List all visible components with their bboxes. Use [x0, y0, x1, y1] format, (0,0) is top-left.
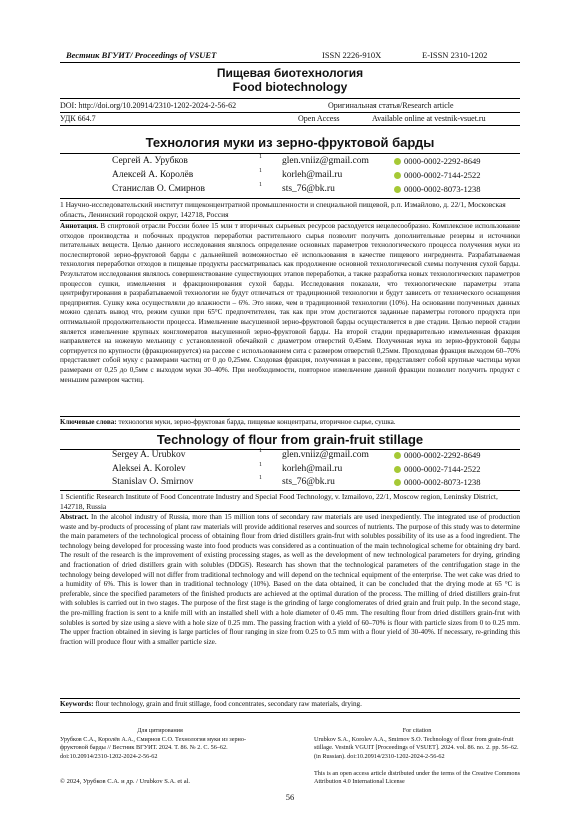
- author-row: [60, 184, 520, 197]
- author-sup: 1: [259, 462, 262, 468]
- author-name: Алексей А. Королёв: [112, 170, 194, 180]
- meta-bottom-divider: [60, 125, 520, 126]
- available-online[interactable]: Available online at vestnik-vsuet.ru: [372, 114, 486, 123]
- abstract-en-divider: [60, 698, 520, 699]
- doi-link[interactable]: DOI: http://doi.org/10.20914/2310-1202-2024-2-56-62: [60, 101, 237, 110]
- orcid-link[interactable]: 0000-0002-7144-2522: [394, 170, 481, 180]
- author-email[interactable]: sts_76@bk.ru: [282, 477, 335, 487]
- meta-divider: [60, 112, 520, 113]
- license-note: This is an open access article distributed under the terms of the Creative Commons Attribution 4.0 International License: [314, 770, 520, 785]
- abstract-ru-text: В спиртовой отрасли России более 15 млн т вторичных сырьевых ресурсов расходуется нецелесообразно. Комплексное использование отходов производства и побочных продуктов переработки растительного сырья позволит получить дополнительные резервы и источники питательных веществ. Целью данного исследования являлось определение основных параметров технологического процесса получения муки из послеспиртовой зерно-фруктовой барды с дальнейшей возможностью её использования в качестве пищевого ингредиента. Разрабатываемая технология переработки отходов в пищевые продукты рассматривалась как продолжение основной технологической схемы получения сухой барды. Результатом исследования являлось совершенствование существующих этапов переработки, а также разработка новых технологических параметров процессов сушки, измельчения и фракционирования сухой барды. Исследования показали, что технологические параметры этапа центрифугирования в разрабатываемой технологии не будут отличаться от традиционной технологии и будут зависеть от технического оснащения предприятия. Сушку кека осуществляли до влажности – 6%. Это ниже, чем в традиционной технологии (10%). На основании полученных данных можно сделать вывод что, режим сушки при 65°С предпочтителен, так как при этом достигаются заданные параметры готового продукта при оптимальной продолжительности процесса. Измельчение высушенной зерно-фруктовой барды осуществляется в две стадии. Целью первой стадии является измельчение крупных конгломератов высушенной зерно-фруктовой барды. На второй стадии предварительно измельченная фракция направляется на ножевую мельницу с установленной обечайкой с диаметром отверстий 0,45мм. Полученная мука из зерно-фруктовой барды сортируется по крупности (фракционируется) на рассеве с использованием сита с размером отверстий 0,25мм. Проходовая фракция выходом 60–70% представляет собой муку с размерами частиц от 0 до 0,25мм. Сходовая фракция, полученная в рассеве, представляет собой крупные частицы муки размерами от 0,25 до 0,5мм с выходом муки 30–40%. При необходимости, повторное измельчение данной фракции позволит получить продукт с меньшим размером частиц.: [60, 222, 520, 384]
- authors-en-divider: [60, 490, 520, 491]
- keywords-ru: [60, 418, 520, 428]
- issn: ISSN 2226-910X: [322, 50, 382, 60]
- affiliation-ru-divider: [60, 220, 520, 221]
- author-name: Stanislav O. Smirnov: [112, 477, 194, 487]
- keywords-en-text: flour technology, grain and fruit stillage, food concentrates, secondary raw materials, drying.: [95, 700, 362, 708]
- author-email[interactable]: glen.vniiz@gmail.com: [282, 156, 369, 166]
- page-number: 56: [285, 792, 295, 802]
- keywords-en: [60, 700, 520, 710]
- abstract-ru-label: Аннотация.: [60, 222, 99, 230]
- keywords-ru-label: Ключевые слова:: [60, 418, 117, 426]
- rubric: [60, 66, 520, 94]
- author-row: [60, 477, 520, 490]
- eissn: E-ISSN 2310-1202: [422, 50, 488, 60]
- affiliation-en-divider: [60, 511, 520, 512]
- authors-ru-divider: [60, 198, 520, 199]
- author-sup: 1: [259, 448, 262, 454]
- author-email[interactable]: korleh@mail.ru: [282, 170, 343, 180]
- author-email[interactable]: sts_76@bk.ru: [282, 184, 335, 194]
- article-type: Оригинальная статья/Research article: [328, 101, 454, 110]
- affiliation-en: 1 Scientific Research Institute of Food Concentrate Industry and Special Food Technology, v. Izmailovo, 22/1, Moscow region, Leninsky District, 142718, Russia: [60, 492, 498, 511]
- abstract-en-label: Abstract.: [60, 513, 89, 521]
- orcid-link[interactable]: 0000-0002-8073-1238: [394, 477, 481, 487]
- header-divider: [60, 62, 520, 63]
- author-sup: 1: [259, 154, 262, 160]
- author-row: [60, 464, 520, 477]
- citation-ru-text: Урубков С.А., Королёв А.А., Смирнов С.О. Технология муки из зерно-фруктовой барды // Вестник ВГУИТ. 2024. Т. 86. № 2. С. 56–62. doi:10.20914/2310-1202-2024-2-56-62: [60, 735, 247, 760]
- abstract-en: [60, 513, 520, 647]
- orcid-icon: [394, 479, 401, 486]
- citation-en: [314, 727, 520, 761]
- orcid-link[interactable]: 0000-0002-8073-1238: [394, 184, 481, 194]
- keywords-en-divider: [60, 712, 520, 713]
- rubric-divider: [60, 98, 520, 99]
- author-sup: 1: [259, 475, 262, 481]
- orcid-icon: [394, 186, 401, 193]
- author-name: Sergey A. Urubkov: [112, 450, 186, 460]
- keywords-ru-divider: [60, 429, 520, 430]
- citation-en-head: For citation: [402, 727, 432, 734]
- author-sup: 1: [259, 182, 262, 188]
- author-email[interactable]: korleh@mail.ru: [282, 464, 343, 474]
- citation-en-text: Urubkov S.A., Korolev A.A., Smirnov S.O. Technology of flour from grain-fruit stillage. Vestnik VGUIT [Proceedings of VSUET]. 2024. vol. 86. no. 2. pp. 56–62. (in Russian). doi:10.20914/2310-1202-2024-2-56-62: [314, 735, 519, 760]
- udk: УДК 664.7: [60, 114, 96, 123]
- author-row: [60, 156, 520, 169]
- title-ru-divider: [60, 153, 520, 154]
- copyright: © 2024, Урубков С.А. и др. / Urubkov S.A. et al.: [60, 778, 191, 785]
- open-access: Open Access: [298, 114, 340, 123]
- rubric-ru: Пищевая биотехнология: [216, 66, 364, 80]
- author-row: [60, 170, 520, 183]
- orcid-icon: [394, 466, 401, 473]
- citation-ru-head: Для цитирования: [137, 727, 183, 734]
- orcid-link[interactable]: 0000-0002-2292-8649: [394, 156, 481, 166]
- citation-ru: [60, 727, 260, 761]
- abstract-ru-divider: [60, 416, 520, 417]
- author-name: Aleksei A. Korolev: [112, 464, 186, 474]
- author-row: [60, 450, 520, 463]
- journal-name: Вестник ВГУИТ/ Proceedings of VSUET: [66, 50, 217, 60]
- abstract-en-text: In the alcohol industry of Russia, more than 15 million tons of secondary raw materials are used inexpediently. The integrated use of production waste and by-products of processing of plant raw materials will provide additional reserves and sources of nutrients. The purpose of this study was to determine the main parameters of the technological process of obtaining flour from dried distillers grain-frut with solubles possibility of its use as a food ingredient. The technology being developed for processing waste into food products was considered as a continuation of the main technological scheme for obtaining dry bard. The result of the research is the improvement of existing processing stages, as well as the development of new technological parameters for drying, grinding and fractionation of dried distillers grain with solubles (DDGS). Research has shown that the technological parameters of the centrifugation stage in the technology being developed will not differ from traditional technology and will depend on the technical equipment of the enterprise. The wet cake was dried to a humidity of 6%. This is lower than in traditional technology (10%). Based on the data obtained, it can be concluded that the drying mode at 65 °C is preferable, since the specified parameters of the finished products are achieved at the optimal duration of the process. The milling of dried distillers grain-frut with solubles is carried out in two stages. The purpose of the first stage is the grinding of large conglomerates of dried grain and fruit pulp. In the second stage, the pre-milling fraction is sent to a knife mill with an installed shell with a hole diameter of 0.45 mm. The resulting flour from dried distillers grain-frut with solubles is sorted by size using a sieve with a hole size of 0.25 mm. The passing fraction with a yield of 60–70% is flour with particle sizes from 0 to 0.25 mm. The upper fraction obtained in sieving is large particles of flour ranging in size from 0.25 to 0.5 mm with a flour yield of 30-40%. If necessary, re-grinding this fraction will produce flour with a smaller particle size.: [60, 513, 521, 646]
- orcid-icon: [394, 172, 401, 179]
- orcid-icon: [394, 452, 401, 459]
- author-name: Сергей А. Урубков: [112, 156, 188, 166]
- orcid-icon: [394, 158, 401, 165]
- affiliation-ru: 1 Научно-исследовательский институт пищеконцентратной промышленности и специальной пищевой, р.п. Измайлово, д. 22/1, Московская область, Ленинский городской округ, 142718, Россия: [60, 200, 506, 219]
- title-ru: Технология муки из зерно-фруктовой барды: [145, 135, 435, 150]
- orcid-link[interactable]: 0000-0002-7144-2522: [394, 464, 481, 474]
- abstract-ru: [60, 222, 520, 385]
- author-name: Станислав О. Смирнов: [112, 184, 206, 194]
- keywords-en-label: Keywords:: [60, 700, 94, 708]
- orcid-link[interactable]: 0000-0002-2292-8649: [394, 450, 481, 460]
- title-en: Technology of flour from grain-fruit stillage: [156, 432, 424, 447]
- keywords-ru-text: технология муки, зерно-фруктовая барда, пищевые концентраты, вторичное сырье, сушка.: [118, 418, 396, 426]
- author-email[interactable]: glen.vniiz@gmail.com: [282, 450, 369, 460]
- rubric-en: Food biotechnology: [232, 80, 348, 94]
- author-sup: 1: [259, 168, 262, 174]
